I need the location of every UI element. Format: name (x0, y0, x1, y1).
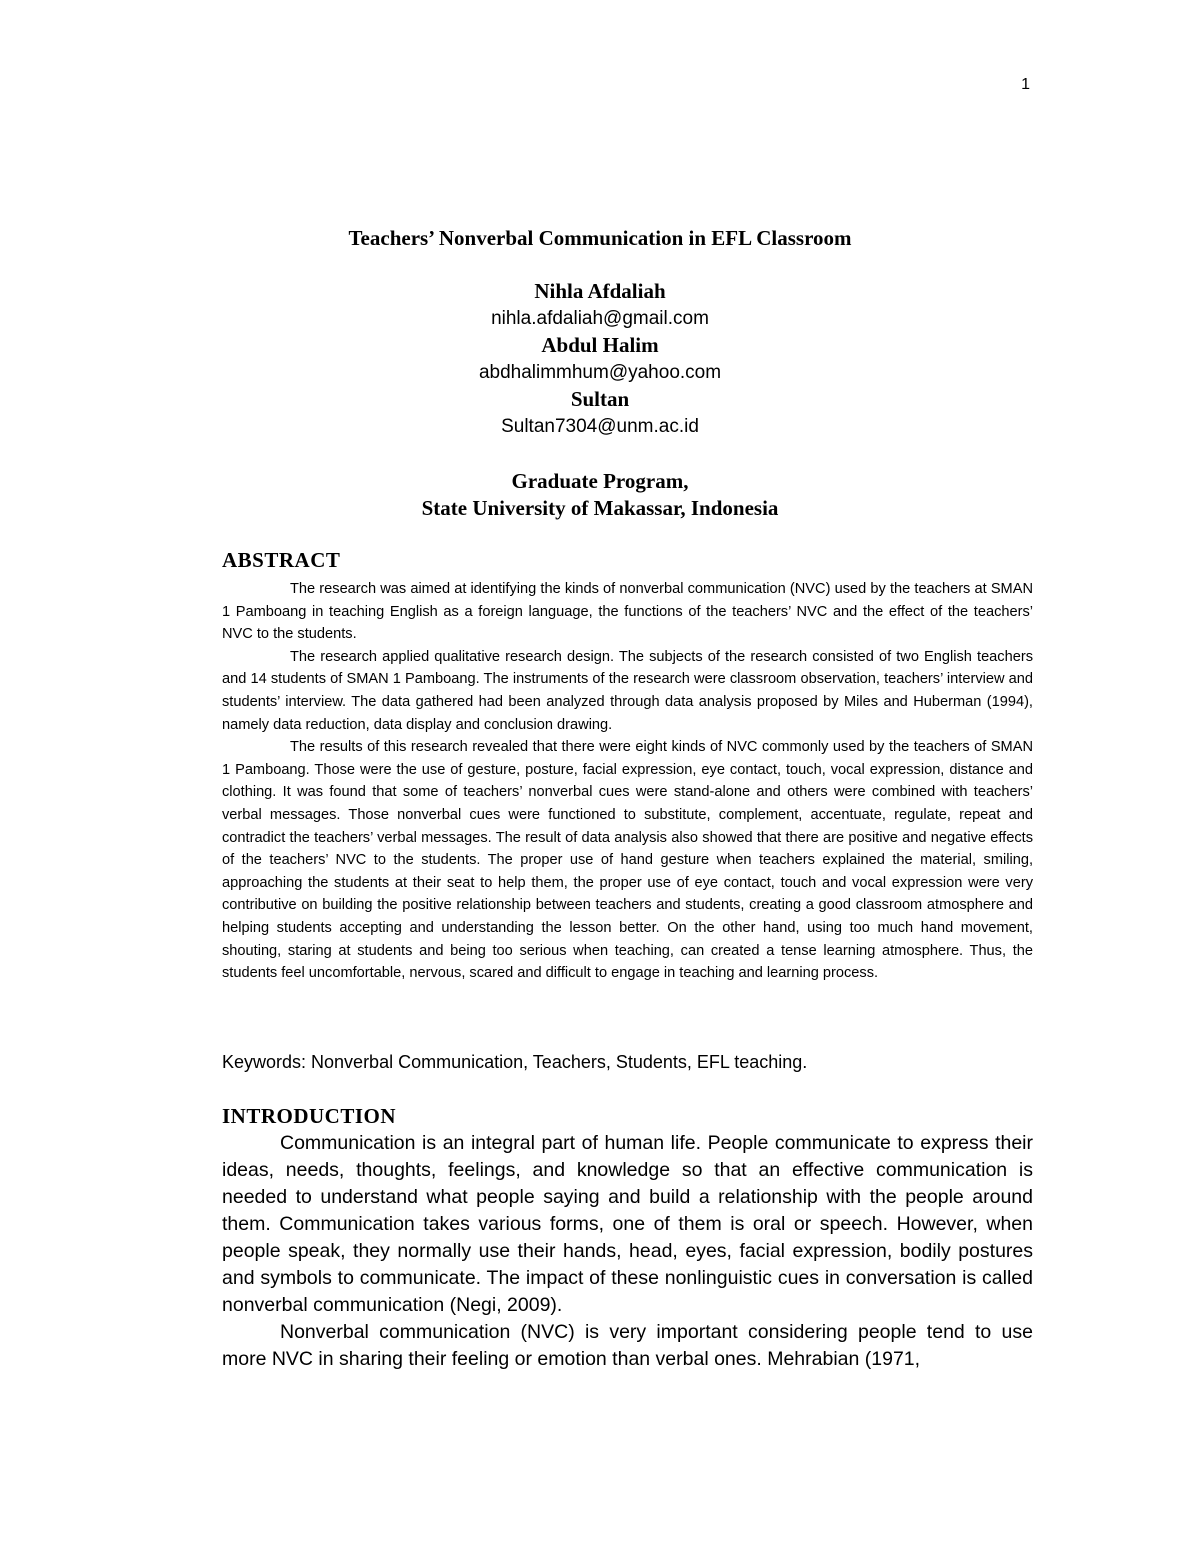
abstract-paragraph: The research applied qualitative research design. The subjects of the research consisted of two English teachers and 14 students of SMAN 1 Pamboang. The instruments of the research were classroom observation, teachers’ interview and students’ interview. The data gathered had been analyzed through data analysis proposed by Miles and Huberman (1994), namely data reduction, data display and conclusion drawing. (222, 648, 1033, 733)
paper-title: Teachers’ Nonverbal Communication in EFL Classroom (348, 226, 852, 250)
author-name: Sultan (570, 387, 630, 411)
author-block (0, 278, 1200, 440)
keywords: Keywords: Nonverbal Communication, Teachers, Students, EFL teaching. (222, 1052, 808, 1072)
author-name: Nihla Afdaliah (534, 279, 666, 303)
affiliation-university: State University of Makassar, Indonesia (421, 496, 779, 520)
affiliation (0, 468, 1200, 522)
author-email[interactable]: nihla.afdaliah@gmail.com (491, 308, 709, 329)
page-number: 1 (1021, 76, 1030, 93)
author-email[interactable]: abdhalimmhum@yahoo.com (478, 362, 722, 383)
abstract-paragraph: The results of this research revealed that there were eight kinds of NVC commonly used by the teachers of SMAN 1 Pamboang. Those were the use of gesture, posture, facial expression, eye contact, touch, vocal expression, distance and clothing. It was found that some of teachers’ nonverbal cues were stand-alone and others were combined with teachers’ verbal messages. Those nonverbal cues were functioned to substitute, complement, accentuate, regulate, repeat and contradict the teachers’ verbal messages. The result of data analysis also showed that there are positive and negative effects of the teachers’ NVC to the students. The proper use of hand gesture when teachers explained the material, smiling, approaching the students at their seat to help them, the proper use of eye contact, touch and vocal expression were very contributive on building the positive relationship between teachers and students, creating a good classroom atmosphere and helping students accepting and understanding the lesson better. On the other hand, using too much hand movement, shouting, staring at students and being too serious when teaching, can created a tense learning atmosphere. Thus, the students feel uncomfortable, nervous, scared and difficult to engage in teaching and learning process. (222, 739, 1033, 982)
abstract-body (222, 578, 1033, 985)
introduction-heading: INTRODUCTION (222, 1104, 397, 1128)
author-email[interactable]: Sultan7304@unm.ac.id (501, 416, 699, 437)
author-name: Abdul Halim (541, 333, 659, 357)
abstract-heading: ABSTRACT (222, 548, 341, 572)
introduction-body (222, 1130, 1033, 1373)
affiliation-program: Graduate Program, (511, 469, 689, 493)
abstract-paragraph: The research was aimed at identifying the kinds of nonverbal communication (NVC) used by the teachers at SMAN 1 Pamboang in teaching English as a foreign language, the functions of the teachers’ NVC and the effect of the teachers’ NVC to the students. (222, 581, 1033, 643)
introduction-paragraph: Communication is an integral part of human life. People communicate to express their ideas, needs, thoughts, feelings, and knowledge so that an effective communication is needed to understand what people saying and build a relationship with the people around them. Communication takes various forms, one of them is oral or speech. However, when people speak, they normally use their hands, head, eyes, facial expression, bodily postures and symbols to communicate. The impact of these nonlinguistic cues in conversation is called nonverbal communication (Negi, 2009). (222, 1132, 1033, 1316)
introduction-paragraph: Nonverbal communication (NVC) is very important considering people tend to use more NVC in sharing their feeling or emotion than verbal ones. Mehrabian (1971, (222, 1321, 1033, 1370)
